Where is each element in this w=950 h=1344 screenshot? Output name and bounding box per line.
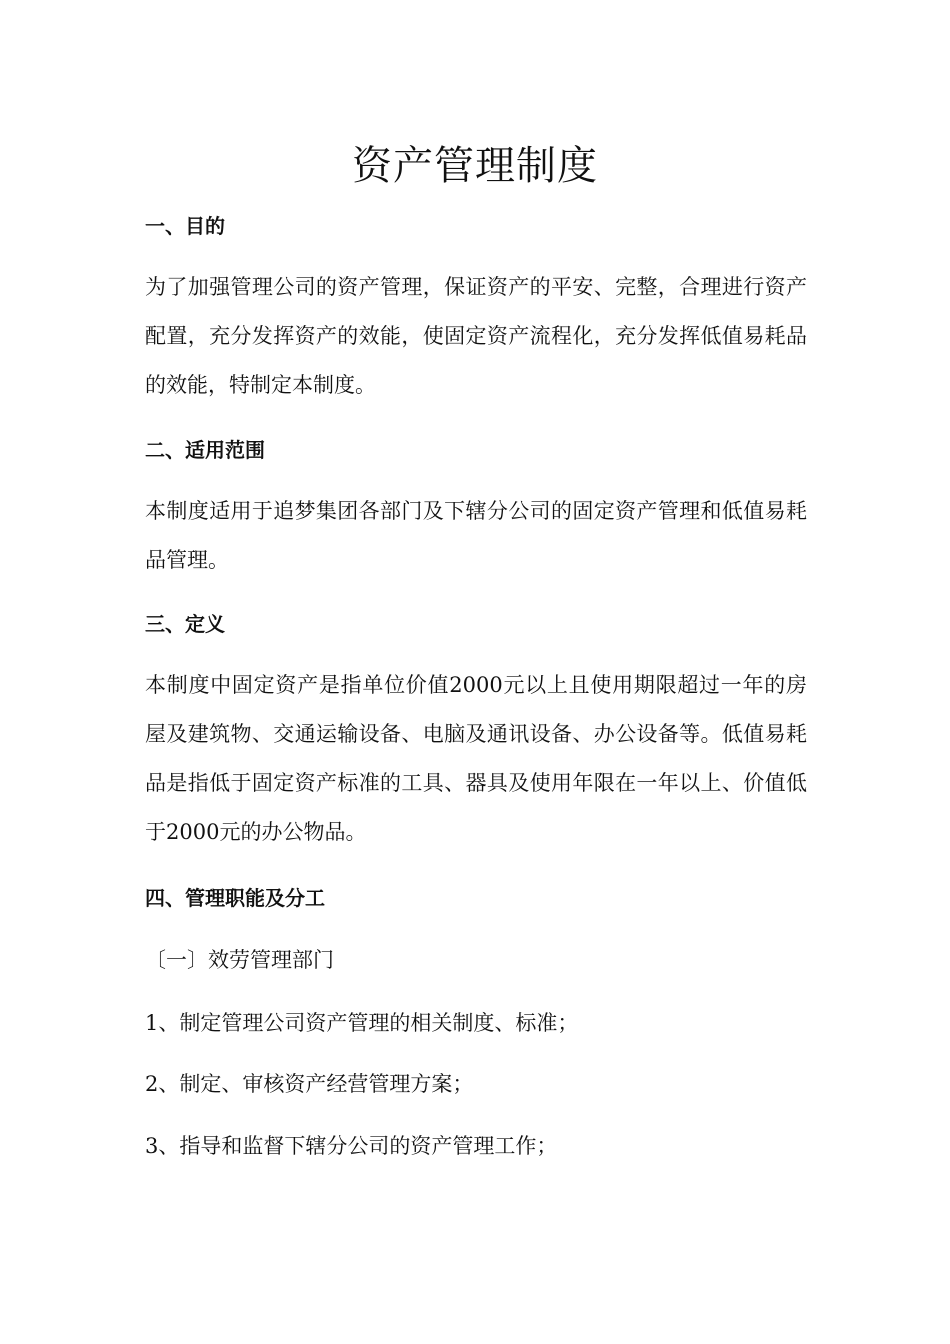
section-heading-scope: 二、适用范围 [145,438,265,462]
section-heading-responsibilities: 四、管理职能及分工 [145,886,325,910]
section-paragraph-scope: 本制度适用于追梦集团各部门及下辖分公司的固定资产管理和低值易耗品管理。 [145,499,807,572]
list-item: 1、制定管理公司资产管理的相关制度、标准； [145,1011,579,1035]
list-item: 3、指导和监督下辖分公司的资产管理工作； [145,1134,558,1158]
document-title: 资产管理制度 [352,143,598,189]
section-subheading-service-dept: 〔一〕效劳管理部门 [145,948,334,972]
section-heading-purpose: 一、目的 [145,214,225,238]
list-item: 2、制定、审核资产经营管理方案； [145,1072,474,1096]
section-heading-definition: 三、定义 [145,612,225,636]
section-paragraph-purpose: 为了加强管理公司的资产管理，保证资产的平安、完整，合理进行资产配置，充分发挥资产的效能，使固定资产流程化，充分发挥低值易耗品的效能，特制定本制度。 [145,275,807,397]
section-paragraph-definition: 本制度中固定资产是指单位价值2000元以上且使用期限超过一年的房屋及建筑物、交通运输设备、电脑及通讯设备、办公设备等。低值易耗品是指低于固定资产标准的工具、器具及使用年限在一年以上、价值低于2000元的办公物品。 [145,673,807,844]
